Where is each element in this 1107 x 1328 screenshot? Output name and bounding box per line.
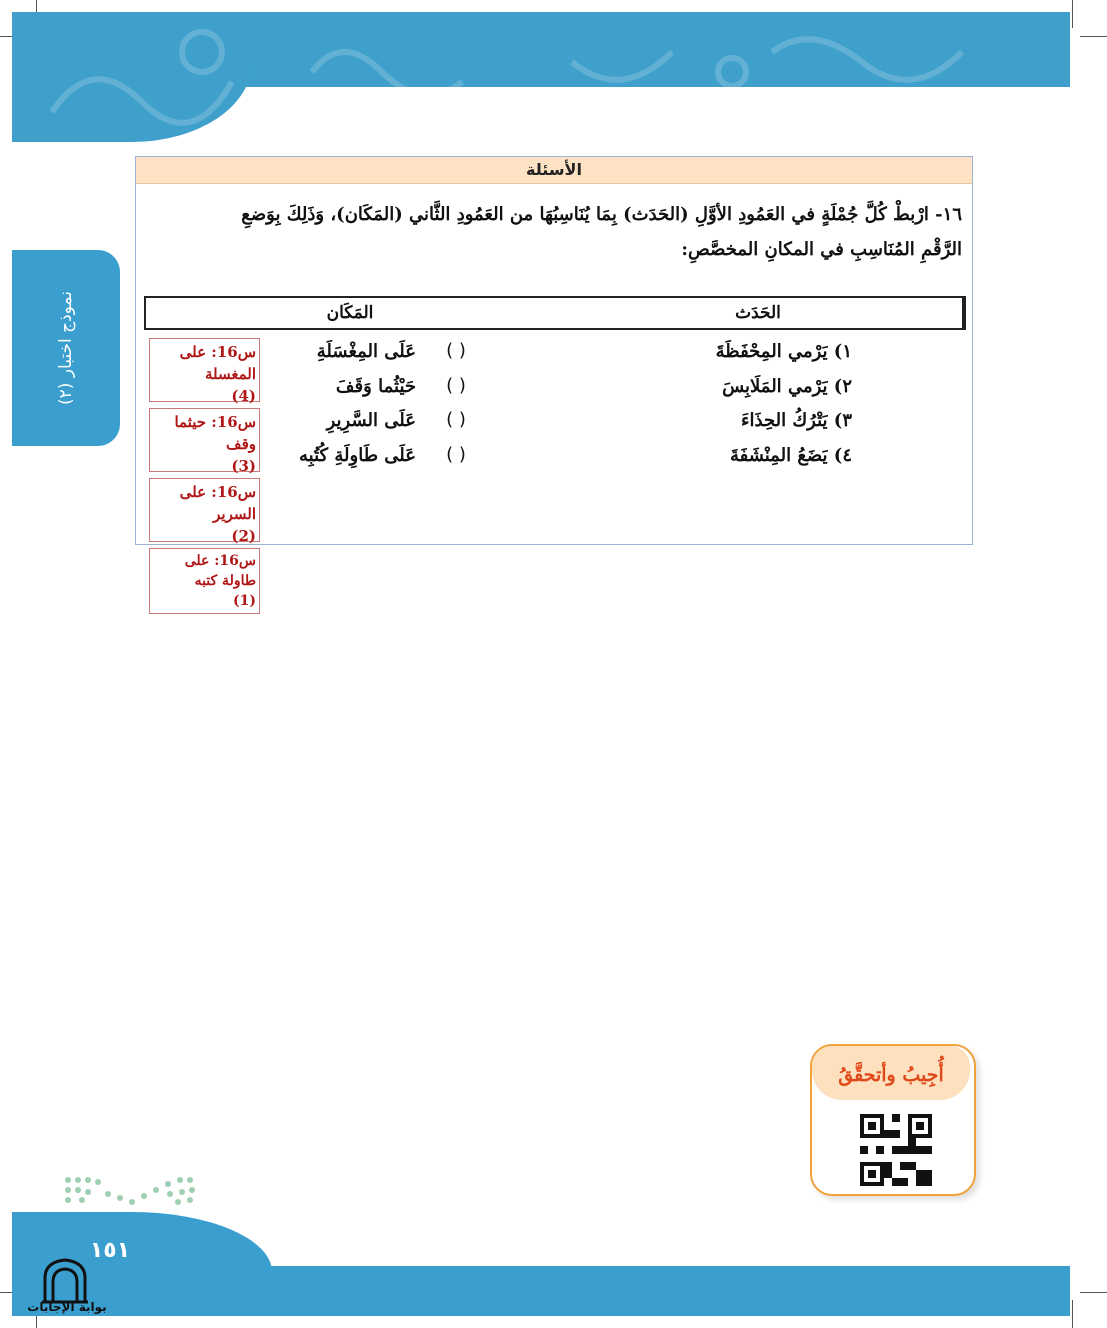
column-place-header: المَكَان: [326, 303, 374, 323]
qr-code-icon[interactable]: [860, 1114, 932, 1186]
question-prompt-line-2: الرَّقْمِ المُنَاسِبِ في المكانِ المخصَّصِ:: [681, 239, 962, 260]
answer-note-number: (1): [233, 593, 256, 609]
answer-note: [149, 338, 260, 405]
answer-note-text: س16: على طاولة كتبه: [184, 553, 256, 589]
event-item: ٢) يَرْمي المَلَابِسَ: [722, 376, 852, 397]
answer-blank[interactable]: ( ): [446, 375, 466, 396]
event-item: ٣) يَتْرُكُ الحِذَاءَ: [741, 410, 852, 431]
answer-note-number: (3): [231, 457, 256, 475]
answer-and-check-title: أُجِيبُ وأتحقَّقُ: [812, 1046, 970, 1100]
answer-note-number: (2): [231, 527, 256, 545]
answer-and-check-box[interactable]: [810, 1044, 976, 1196]
answer-note-number: (4): [231, 387, 256, 405]
answer-blank[interactable]: ( ): [446, 444, 466, 465]
questions-box: [135, 156, 973, 545]
place-item: عَلَى طَاوِلَةِ كُتُبِه: [299, 445, 416, 466]
column-event-header: الحَدَث: [554, 298, 964, 328]
question-prompt-line-1: ١٦- ارْبطْ كُلَّ جُمْلَةٍ في العَمُودِ الأوَّلِ (الحَدَث) بِمَا يُنَاسِبُهَا من العَمُودِ الثَّاني (المَكَان)، وَذَلِكَ بِوَضعِ: [241, 204, 962, 225]
matching-table-header: [144, 296, 966, 330]
footer-bar: [12, 1266, 1070, 1316]
side-tab: [12, 250, 120, 446]
event-item: ٤) يَضَعُ المِنْشَفَةَ: [729, 445, 852, 466]
place-item: حَيْثُما وَقَفَ: [335, 376, 416, 397]
answers-gate-label: بوابة الإجابات: [27, 1300, 107, 1314]
event-item: ١) يَرْمي المِحْفَظَةَ: [715, 341, 852, 362]
place-item: عَلَى السَّرِيرِ: [326, 410, 416, 431]
answer-note: [149, 478, 260, 545]
answer-note: [149, 408, 260, 475]
side-tab-label: نموذج اختبار (٢): [56, 291, 76, 405]
answer-note: [149, 548, 260, 614]
answer-blank[interactable]: ( ): [446, 340, 466, 361]
questions-heading: الأسئلة: [136, 157, 972, 184]
answer-blank[interactable]: ( ): [446, 409, 466, 430]
place-item: عَلَى المِغْسَلَةِ: [316, 341, 416, 362]
answer-note-text: س16: على السرير: [179, 483, 256, 523]
answer-note-text: س16: حيثما وقف: [174, 413, 256, 453]
banner-calligraphy-pattern: [12, 12, 1070, 142]
page-number: ١٥١: [89, 1238, 131, 1263]
answers-gate-logo-icon[interactable]: [40, 1256, 90, 1304]
question-prompt: [172, 197, 962, 267]
answer-note-text: س16: على المغسلة: [179, 343, 256, 383]
